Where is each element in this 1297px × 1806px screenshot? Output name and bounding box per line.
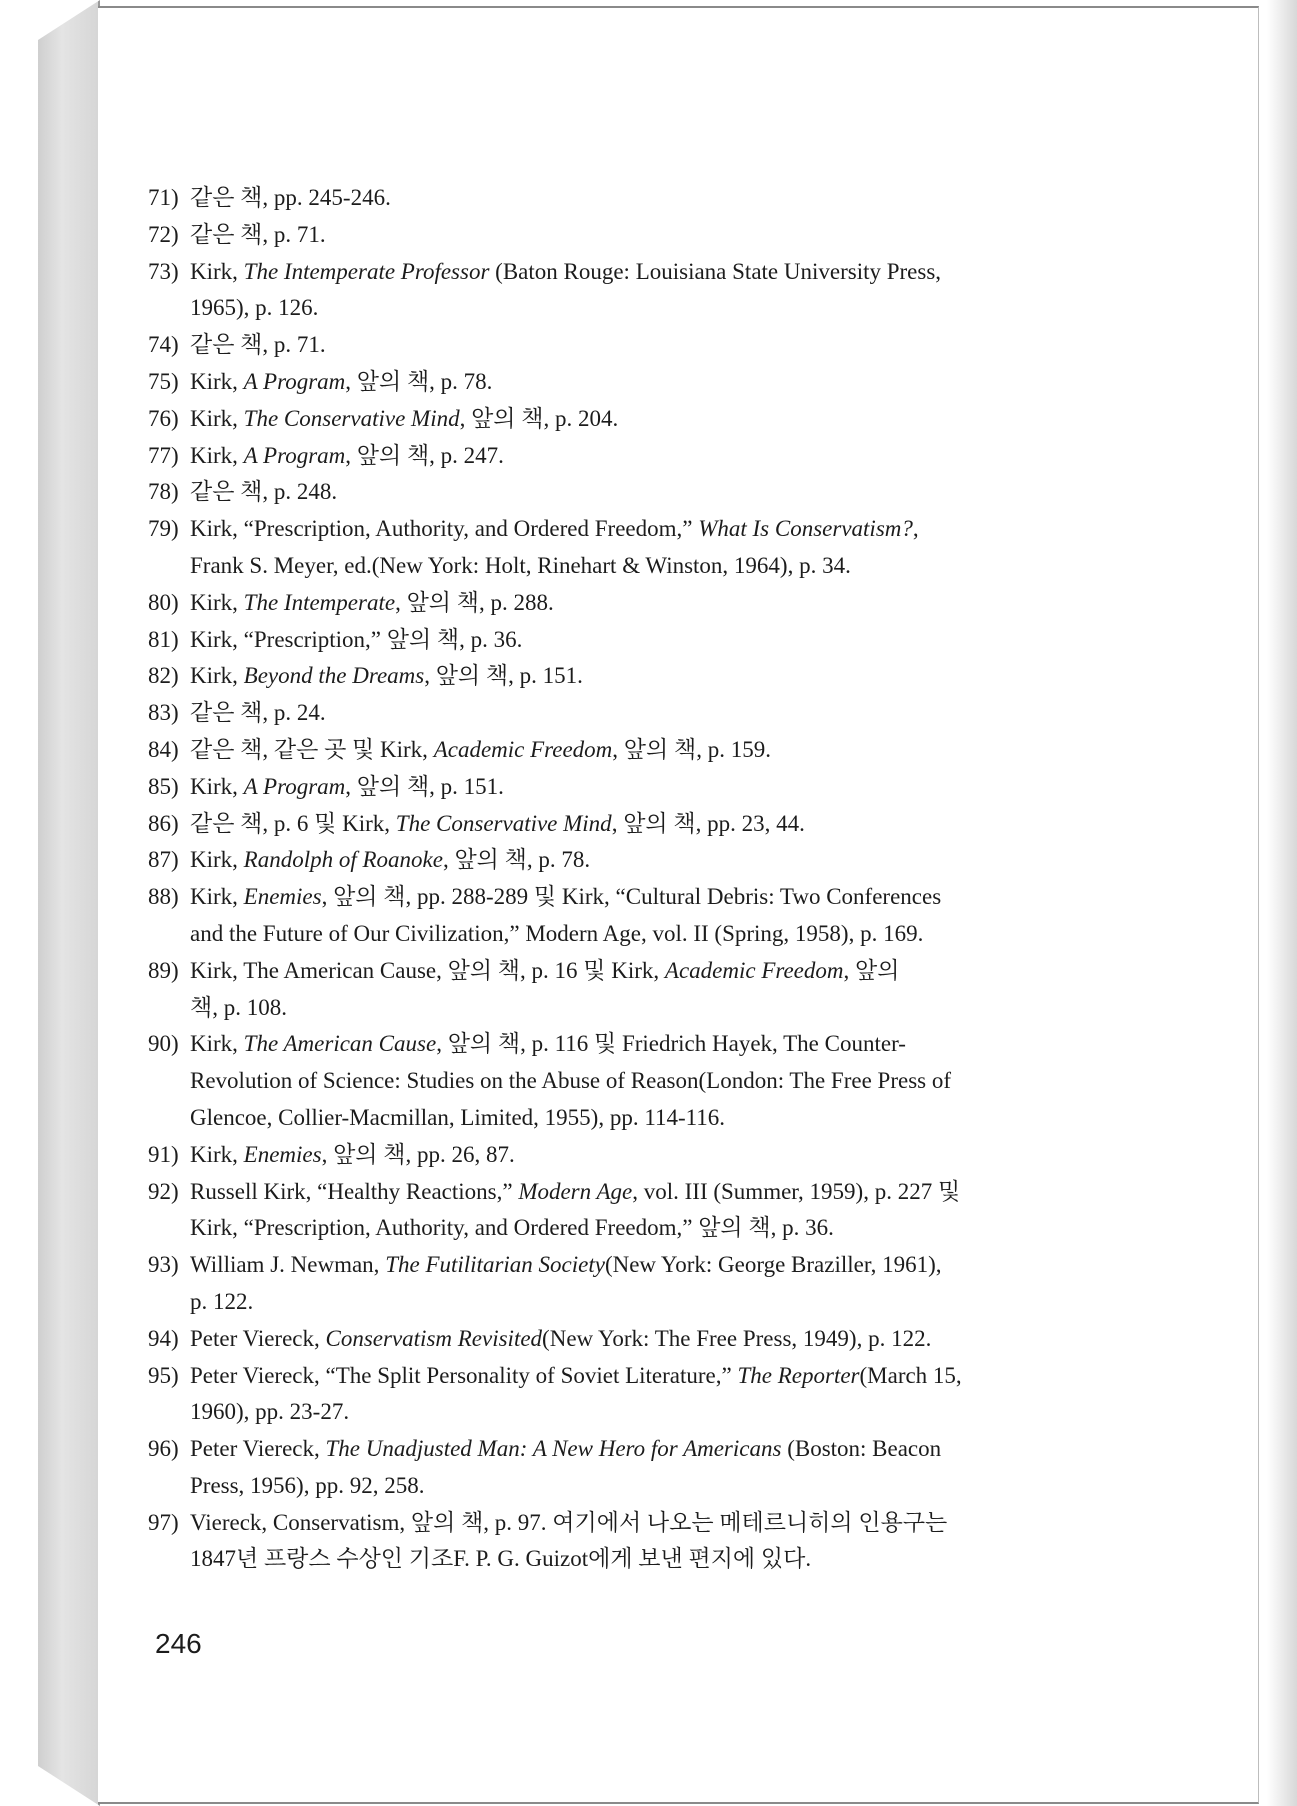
endnote-number: 84) bbox=[148, 736, 179, 762]
endnote-line: Viereck, Conservatism, 앞의 책, p. 97. 여기에서 나오는 메테르니히의 인용구는 bbox=[190, 1509, 948, 1535]
endnote-line: Kirk, “Prescription, Authority, and Ordered Freedom,” What Is Conservatism?, bbox=[190, 516, 919, 542]
endnote bbox=[148, 732, 1128, 769]
endnote bbox=[148, 1358, 1128, 1432]
endnote bbox=[148, 1174, 1128, 1248]
endnote-line: Kirk, The American Cause, 앞의 책, p. 116 및 Friedrich Hayek, The Counter- bbox=[190, 1031, 906, 1057]
endnote-line: Frank S. Meyer, ed.(New York: Holt, Rinehart & Winston, 1964), p. 34. bbox=[190, 552, 851, 578]
endnote-line: 같은 책, p. 24. bbox=[190, 700, 326, 726]
endnote-line: Kirk, “Prescription, Authority, and Ordered Freedom,” 앞의 책, p. 36. bbox=[190, 1215, 834, 1241]
endnote-line: Peter Viereck, The Unadjusted Man: A New Hero for Americans (Boston: Beacon bbox=[190, 1436, 942, 1462]
endnote bbox=[148, 327, 1128, 364]
endnote-line: 같은 책, p. 71. bbox=[190, 221, 326, 247]
endnote-number: 85) bbox=[148, 773, 179, 799]
endnote-number: 72) bbox=[148, 221, 179, 247]
endnote-line: Kirk, The Conservative Mind, 앞의 책, p. 204. bbox=[190, 405, 619, 431]
page-number: 246 bbox=[155, 1628, 202, 1659]
endnote bbox=[148, 658, 1128, 695]
endnote-line: Kirk, Enemies, 앞의 책, pp. 288-289 및 Kirk, “Cultural Debris: Two Conferences bbox=[190, 884, 942, 910]
endnote bbox=[148, 695, 1128, 732]
endnote-line: Russell Kirk, “Healthy Reactions,” Modern Age, vol. III (Summer, 1959), p. 227 및 bbox=[190, 1178, 961, 1204]
endnote-number: 89) bbox=[148, 957, 179, 983]
endnote bbox=[148, 806, 1128, 843]
endnote-line: 1965), p. 126. bbox=[190, 295, 319, 321]
endnote-number: 83) bbox=[148, 700, 179, 726]
endnote-line: Kirk, “Prescription,” 앞의 책, p. 36. bbox=[190, 626, 523, 652]
endnote-number: 73) bbox=[148, 258, 179, 284]
endnote bbox=[148, 585, 1128, 622]
endnote-line: Glencoe, Collier-Macmillan, Limited, 1955), pp. 114-116. bbox=[190, 1104, 726, 1130]
endnote bbox=[148, 1431, 1128, 1505]
endnote-line: Kirk, A Program, 앞의 책, p. 247. bbox=[190, 442, 504, 468]
endnote-number: 91) bbox=[148, 1141, 179, 1167]
endnote bbox=[148, 953, 1128, 1027]
endnote-number: 97) bbox=[148, 1509, 179, 1535]
endnote bbox=[148, 364, 1128, 401]
endnote-line: Kirk, Enemies, 앞의 책, pp. 26, 87. bbox=[190, 1141, 515, 1167]
endnote bbox=[148, 1505, 1128, 1579]
endnote-number: 95) bbox=[148, 1362, 179, 1388]
endnote-line: Kirk, A Program, 앞의 책, p. 151. bbox=[190, 773, 504, 799]
endnote bbox=[148, 769, 1128, 806]
endnote bbox=[148, 511, 1128, 585]
endnote-line: 같은 책, pp. 245-246. bbox=[190, 185, 391, 210]
endnote-number: 74) bbox=[148, 332, 179, 358]
endnote-line: Kirk, The Intemperate, 앞의 책, p. 288. bbox=[190, 589, 554, 615]
endnote-number: 94) bbox=[148, 1325, 179, 1351]
endnote-line: Peter Viereck, “The Split Personality of Soviet Literature,” The Reporter(March 15, bbox=[190, 1362, 962, 1388]
endnote-number: 81) bbox=[148, 626, 179, 652]
endnote-number: 71) bbox=[148, 185, 179, 210]
endnote-number: 90) bbox=[148, 1031, 179, 1057]
endnote-number: 92) bbox=[148, 1178, 179, 1204]
endnote-number: 75) bbox=[148, 368, 179, 394]
endnote-line: p. 122. bbox=[190, 1288, 254, 1314]
endnote bbox=[148, 217, 1128, 254]
endnote-line: and the Future of Our Civilization,” Modern Age, vol. II (Spring, 1958), p. 169. bbox=[190, 920, 924, 946]
endnote-number: 96) bbox=[148, 1436, 179, 1462]
endnote-number: 82) bbox=[148, 663, 179, 689]
endnote-line: Press, 1956), pp. 92, 258. bbox=[190, 1472, 425, 1498]
endnote bbox=[148, 1247, 1128, 1321]
book-edge-shadow bbox=[1267, 0, 1297, 1806]
endnote-number: 79) bbox=[148, 516, 179, 542]
endnote-line: 1960), pp. 23-27. bbox=[190, 1399, 350, 1425]
endnote bbox=[148, 401, 1128, 438]
book-spine bbox=[38, 0, 100, 1806]
endnote-line: Revolution of Science: Studies on the Abuse of Reason(London: The Free Press of bbox=[190, 1068, 952, 1094]
endnote-number: 87) bbox=[148, 847, 179, 873]
endnote-number: 78) bbox=[148, 479, 179, 505]
endnote bbox=[148, 180, 1128, 217]
endnote bbox=[148, 438, 1128, 475]
endnote-line: Kirk, A Program, 앞의 책, p. 78. bbox=[190, 368, 493, 394]
endnote bbox=[148, 254, 1128, 328]
endnote-line: Kirk, The American Cause, 앞의 책, p. 16 및 Kirk, Academic Freedom, 앞의 bbox=[190, 957, 900, 983]
endnote-number: 76) bbox=[148, 405, 179, 431]
endnote-line: 같은 책, p. 248. bbox=[190, 479, 338, 505]
endnote-number: 88) bbox=[148, 884, 179, 910]
endnote-line: 책, p. 108. bbox=[190, 994, 287, 1020]
endnote-line: Kirk, Beyond the Dreams, 앞의 책, p. 151. bbox=[190, 663, 583, 689]
endnote bbox=[148, 842, 1128, 879]
endnote bbox=[148, 622, 1128, 659]
endnote bbox=[148, 1321, 1128, 1358]
endnote-number: 86) bbox=[148, 810, 179, 836]
endnote-number: 77) bbox=[148, 442, 179, 468]
endnote bbox=[148, 474, 1128, 511]
endnote-line: 같은 책, p. 71. bbox=[190, 332, 326, 358]
endnote-number: 80) bbox=[148, 589, 179, 615]
endnote-line: 같은 책, p. 6 및 Kirk, The Conservative Mind, 앞의 책, pp. 23, 44. bbox=[190, 810, 805, 836]
endnote bbox=[148, 1026, 1128, 1136]
endnotes-list bbox=[148, 180, 1128, 1578]
endnote-number: 93) bbox=[148, 1252, 179, 1278]
endnote bbox=[148, 879, 1128, 953]
endnote-line: Kirk, Randolph of Roanoke, 앞의 책, p. 78. bbox=[190, 847, 591, 873]
endnote-line: 같은 책, 같은 곳 및 Kirk, Academic Freedom, 앞의 책, p. 159. bbox=[190, 736, 771, 762]
endnote-line: Peter Viereck, Conservatism Revisited(New York: The Free Press, 1949), p. 122. bbox=[190, 1325, 932, 1351]
endnote bbox=[148, 1137, 1128, 1174]
endnote-line: William J. Newman, The Futilitarian Society(New York: George Braziller, 1961), bbox=[190, 1252, 942, 1278]
endnote-line: Kirk, The Intemperate Professor (Baton Rouge: Louisiana State University Press, bbox=[190, 258, 942, 284]
endnote-line: 1847년 프랑스 수상인 기조F. P. G. Guizot에게 보낸 편지에 있다. bbox=[190, 1546, 812, 1572]
